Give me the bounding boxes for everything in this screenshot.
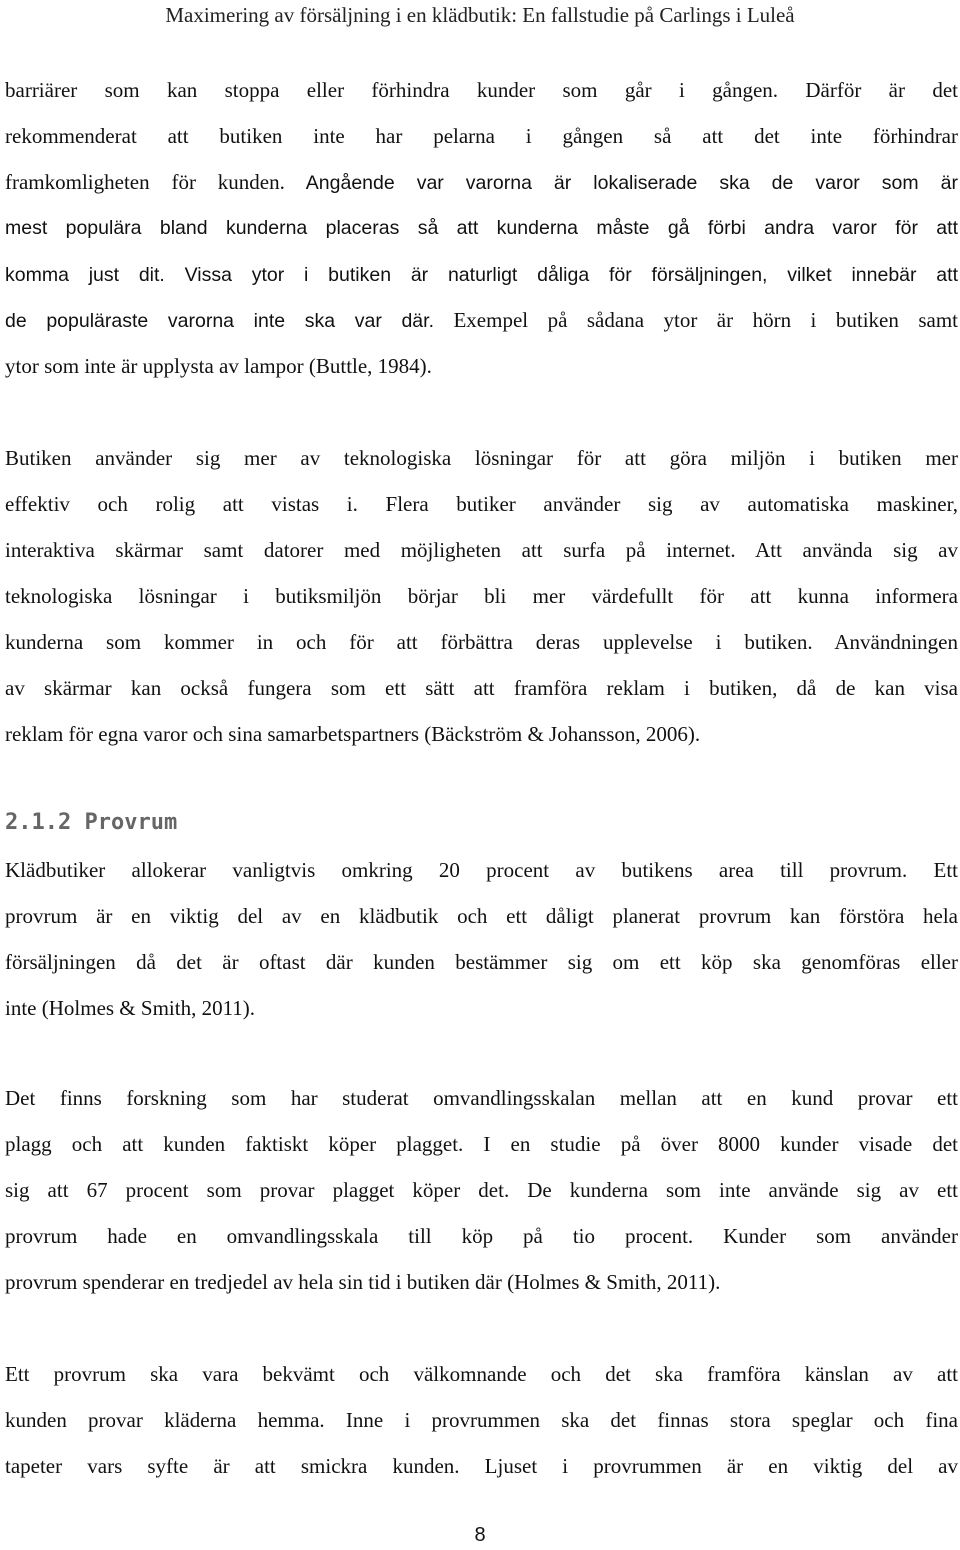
text-line: kunderna som kommer in och för att förbättra deras upplevelse i butiken. Användningen: [5, 630, 958, 654]
text-segment: interaktiva skärmar samt datorer med möjligheten att surfa på internet.: [5, 538, 736, 562]
text-segment: framkomligheten för kunden.: [5, 170, 285, 194]
text-line: av skärmar kan också fungera som ett sätt att framföra reklam i butiken, då de kan visa: [5, 676, 958, 700]
text-line: sig att 67 procent som provar plagget köper det. De kunderna som inte använde sig av ett: [5, 1178, 958, 1202]
text-line: Det finns forskning som har studerat omvandlingsskalan mellan att en kund provar ett: [5, 1086, 958, 1110]
section-heading: 2.1.2 Provrum: [5, 810, 178, 835]
text-segment: de populäraste varorna inte ska var där.: [5, 310, 434, 332]
text-segment: effektiv och rolig att vistas i.: [5, 492, 358, 516]
text-line: ytor som inte är upplysta av lampor (Buttle, 1984).: [5, 354, 432, 378]
text-line: rekommenderat att butiken inte har pelarna i gången så att det inte förhindrar: [5, 124, 958, 148]
text-line: reklam för egna varor och sina samarbetspartners (Bäckström & Johansson, 2006).: [5, 722, 701, 746]
text-line: försäljningen då det är oftast där kunden bestämmer sig om ett köp ska genomföras eller: [5, 950, 958, 974]
text-line: mest populära bland kunderna placeras så att kunderna måste gå förbi andra varor för att: [5, 217, 958, 239]
text-line: Ett provrum ska vara bekvämt och välkomnande och det ska framföra känslan av att: [5, 1362, 958, 1386]
text-line: inte (Holmes & Smith, 2011).: [5, 996, 256, 1020]
text-segment: Exempel på sådana ytor är hörn i butiken samt: [433, 308, 958, 332]
text-line: [5, 538, 958, 562]
text-line: barriärer som kan stoppa eller förhindra kunder som går i gången. Därför är det: [5, 78, 958, 102]
text-line: Klädbutiker allokerar vanligtvis omkring 20 procent av butikens area till provrum. Ett: [5, 858, 958, 882]
text-segment: Att använda sig av: [735, 538, 958, 562]
text-line: kunden provar kläderna hemma. Inne i provrummen ska det finnas stora speglar och fina: [5, 1408, 958, 1432]
text-line: provrum är en viktig del av en klädbutik och ett dåligt planerat provrum kan förstöra hela: [5, 904, 958, 928]
text-line: [5, 492, 958, 516]
text-line: [5, 262, 958, 287]
running-header: Maximering av försäljning i en klädbutik: En fallstudie på Carlings i Luleå: [165, 3, 795, 27]
text-line: [5, 308, 958, 333]
text-line: provrum hade en omvandlingsskala till köp på tio procent. Kunder som använder: [5, 1224, 958, 1248]
text-segment: Flera butiker använder sig av automatiska maskiner,: [357, 492, 958, 516]
text-segment: Vissa ytor i butiken är naturligt dåliga för försäljningen, vilket innebär att: [164, 264, 958, 286]
text-line: Butiken använder sig mer av teknologiska lösningar för att göra miljön i butiken mer: [5, 446, 958, 470]
text-line: tapeter vars syfte är att smickra kunden. Ljuset i provrummen är en viktig del av: [5, 1454, 958, 1478]
text-line: teknologiska lösningar i butiksmiljön börjar bli mer värdefullt för att kunna informera: [5, 584, 958, 608]
text-line: provrum spenderar en tredjedel av hela sin tid i butiken där (Holmes & Smith, 2011).: [5, 1270, 721, 1294]
page-number: 8: [474, 1524, 486, 1546]
text-line: plagg och att kunden faktiskt köper plagget. I en studie på över 8000 kunder visade det: [5, 1132, 958, 1156]
text-segment: komma just dit.: [5, 264, 165, 286]
text-line: [5, 170, 958, 195]
text-segment: Angående var varorna är lokaliserade ska de varor som är: [284, 172, 958, 194]
